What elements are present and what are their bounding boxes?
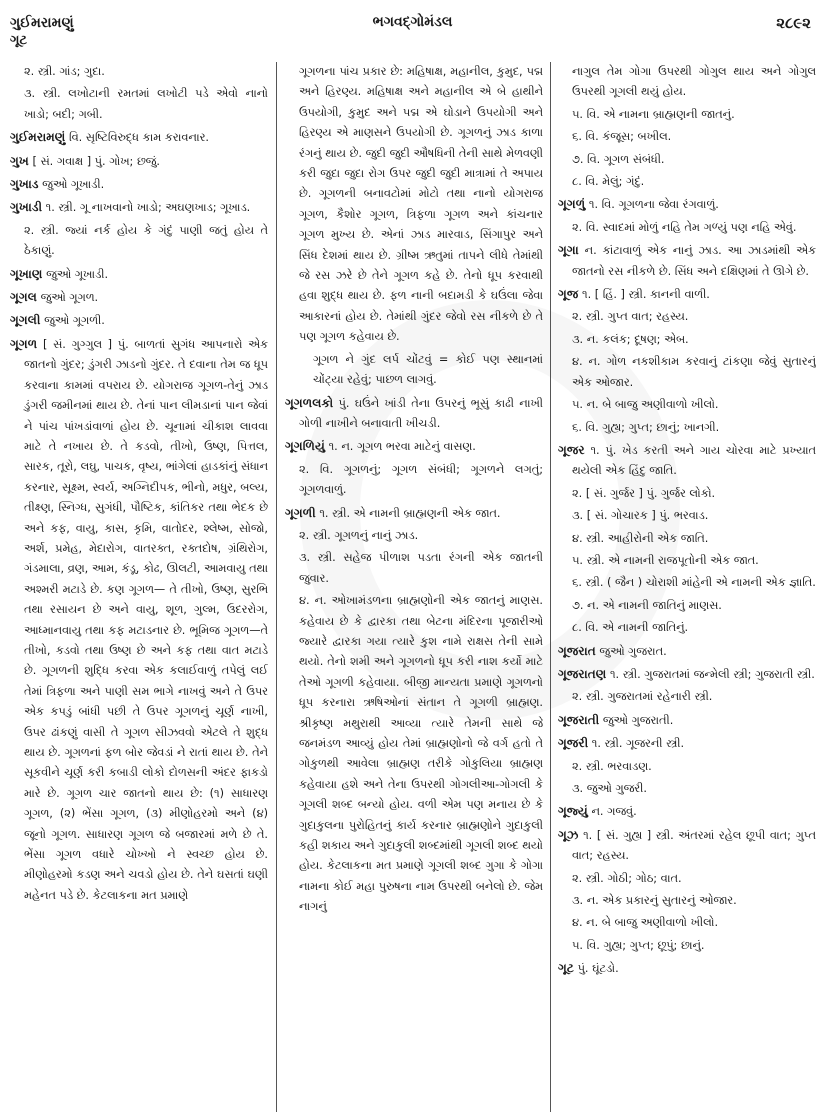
dictionary-entry xyxy=(10,127,268,148)
sense-definition: ૩. ન. એક પ્રકારનું સુતારનું ઓજાર. xyxy=(572,894,737,908)
headword: ગૂગળું xyxy=(558,197,586,212)
definition-text: ન. ગજવું. xyxy=(587,805,637,819)
definition-text: ૧. સ્ત્રી. ગૂજરની સ્ત્રી. xyxy=(588,737,685,751)
dictionary-entry xyxy=(285,393,543,435)
dictionary-entry xyxy=(558,240,816,282)
sense-definition: ૮. વિ. એ નામની જાતિનું. xyxy=(572,621,689,635)
dictionary-entry xyxy=(285,436,543,457)
headword: ગૂજ xyxy=(558,287,579,302)
guide-word-first: ગુઈમરામણું xyxy=(10,15,74,31)
sense-definition: ૭. ન. એ નામની જાતિનું માણસ. xyxy=(572,598,722,612)
definition-text: ન. કાંટાવાળું એક નાનું ઝાડ. આ ઝાડમાંથી એક જાતનો રસ નીકળે છે. સિંધ અને દક્ષિણમાં તે ઊગે છે. xyxy=(572,244,816,278)
headword: ગૂગળી xyxy=(285,505,316,520)
headword: ગુખાડ xyxy=(10,177,39,192)
definition-text: ૧. વિ. ગૂગળના જેવા રંગવાળું. xyxy=(585,198,719,212)
definition-text: પું. ઘઉંને ખાંડી તેના ઉપરનું ભૂસું કાઢી નાખી ગોળી નાખીને બનાવાતી ખીચડી. xyxy=(299,396,543,430)
sense-definition: ૩. સ્ત્રી. સહેજ પીળાશ પડતા રંગની એક જાતની જુવાર. xyxy=(299,551,543,585)
column-divider xyxy=(550,62,551,1112)
definition-text: [ સં. ગુગ્ગુલ ] પું. બાળતાં સુગંધ આપનારો એક જાતનો ગુંદર; ડુંગરી ઝાડનો ગુંદર. તે દવાના તેમ જ ધૂપ કરવાના કામમાં વપરાય છે. યોગરાજ ગૂગળ-તેનું ઝાડ ડુંગરી જમીનમાં થાય છે. તેનાં પાન લીમડાનાં પાન જેવાં ને પાંચ પાંખડાંવાળાં હોય છે. ચૂનામાં ચીકાશ લાવવા માટે તે નખાય છે. તે કડવો, તીખો, ઉષ્ણ, પિત્તલ, સારક, તૂરો, લઘુ, પાચક, વૃષ્ય, ભાંગેલાં હાડકાંનું સંધાન કરનાર, સૂક્ષ્મ, સ્વર્ય, અગ્નિદીપક, ભીનો, મધુર, બલ્ય, તીક્ષ્ણ, સ્નિગ્ધ, સુગંધી, પૌષ્ટિક, કાંતિકર તથા ભેદક છે અને કફ, વાયુ, કાસ, કૃમિ, વાતોદર, શ્લેષ્મ, સોજો, અર્શ, પ્રમેહ, મેદારોગ, વાતરક્ત, રક્તદોષ, ગ્રંથિરોગ, ગંડમાલા, વ્રણ, આમ, કંડૂ, કોઢ, ઊલટી, આમવાયુ તથા અશ્મરી મટાડે છે. કણ ગૂગળ— તે તીખો, ઉષ્ણ, સુરભિ તથા રસાયન છે અને વાયુ, શૂળ, ગુલ્મ, ઉદરરોગ, આધ્માનવાયુ તથા કફ મટાડનાર છે. ભૂમિજ ગૂગળ—તે તીખો, કડવો તથા ઉષ્ણ છે અને કફ તથા વાત મટાડે છે. ગૂગળની શુદ્ધિ કરવા એક કલાઈવાળું તપેલું લઈ તેમાં ત્રિફળા અને પાણી સમ ભાગે નાખવું અને તે ઉપર એક કપડું બાંધી પછી તે ઉપર ગૂગળનું ચૂર્ણ નાખી, ઉપર ઢાંકણું વાસી તે ગૂગળ સીઝવવો એટલે તે શુદ્ધ થાય છે. ગૂગળનાં ફળ બોર જેવડાં ને રાતાં થાય છે. તેને સૂકવીને ચૂર્ણ કરી કબાડી લોકો દોળસની અંદર ફાકડો મારે છે. ગૂગળ ચાર જાતનો થાય છે: (૧) સાધારણ ગૂગળ, (૨) ભેંસા ગૂગળ, (૩) મીણોહરમો અને (૪) જૂનો ગૂગળ. સાધારણ ગૂગળ જે બજારમાં મળે છે તે. ભેંસા ગૂગળ વધારે ચોખ્ખો ને સ્વચ્છ હોય છે. મીણોહરમો કડણ અને ચવડો હોય છે. તેને ઘસતાં ઘણી મહેનત પડે છે. કેટલાકના મત પ્રમાણે xyxy=(24,337,268,902)
dictionary-entry xyxy=(10,197,268,218)
sense-definition: ૨. સ્ત્રી. ભરવાડણ. xyxy=(572,759,652,773)
definition-text: ૧. સ્ત્રી. એ નામની બ્રાહ્મણની એક જાત. xyxy=(315,506,501,520)
sense-definition: ૫. સ્ત્રી. એ નામની રાજપૂતોની એક જાત. xyxy=(572,553,759,567)
sense-definition: ૭. વિ. ગૂગળ સંબંધી. xyxy=(572,152,665,166)
sense-definition: ૨. સ્ત્રી. ગાંડ; ગુદા. xyxy=(24,65,105,78)
sense-definition: ૨. સ્ત્રી. જ્યાં નર્ક હોય કે ગંદું પાણી જતું હોય તે ઠેકાણું. xyxy=(24,223,268,258)
column-1 xyxy=(10,62,268,1112)
headword: ગૂટ xyxy=(558,961,574,976)
definition-text: ૧. સ્ત્રી. ગુજરાતમાં જન્મેલી સ્ત્રી; ગુજરાતી સ્ત્રી. xyxy=(606,667,815,681)
definition-text: જુઓ ગૂગળ. xyxy=(37,291,99,305)
sense-definition: ૬. વિ. ગુહ્ય; ગુપ્ત; છાનું; ખાનગી. xyxy=(572,420,720,434)
dictionary-entry xyxy=(558,664,816,685)
sense-definition: ૨. સ્ત્રી. ગુજરાતમાં રહેનારી સ્ત્રી. xyxy=(572,690,713,704)
sense-definition: ૪. ન. ઓખામંડળના બ્રાહ્મણોની એક જાતનું માણસ. કહેવાય છે કે દ્વારકા તથા બેટના મંદિરના પૂજારીઓ જ્યારે દ્વારકા ગયા ત્યારે કુશ નામે રાક્ષસ તેની સામે થયો. તેનો શમી અને ગૂગળનો ધૂપ કરી નાશ કર્યો માટે તેઓ ગૂગળી કહેવાયા. બીજી માન્યતા પ્રમાણે ગૂગળનો ધૂપ કરનારા ઋષિઓનાં સંતાન તે ગૂગળી બ્રાહ્મણ. શ્રીકૃષ્ણ મથુરાથી આવ્યા ત્યારે તેમની સાથે જે જનમંડળ આવ્યું હોય તેમાં બ્રાહ્મણોનો જે વર્ગ હતો તે ગોકુળથી આવેલા બ્રાહ્મણ તરીકે ગોકુલિયા બ્રાહ્મણ કહેવાયા હશે અને તેના ઉપરથી ગોગલીઆ-ગોગલી કે ગૂગલી શબ્દ બન્યો હોય. વળી એમ પણ મનાય છે કે ગુદાકુલના પુરોહિતનું કાર્ય કરનાર બ્રાહ્મણોને ગુદાકુલી કહી શકાય અને ગુદાકુલી શબ્દમાંથી ગૂગલી શબ્દ થયો હોય. કેટલાકના મત પ્રમાણે ગૂગલી શબ્દ ગુગા કે ગોગા નામના કોઈ મહા પુરુષના નામ ઉપરથી બનેલો છે. જેમ નાગનું xyxy=(299,594,543,914)
dictionary-entry xyxy=(10,174,268,195)
sense-definition: ૬. વિ. કંજૂસ; બખીલ. xyxy=(572,130,672,144)
headword: ગૂગલી xyxy=(10,313,41,328)
definition-text: ૧. [ હિં. ] સ્ત્રી. કાનની વાળી. xyxy=(578,288,710,302)
definition-text: વિ. સૃષ્ટિવિરુદ્ધ કામ કરાવનાર. xyxy=(65,131,210,145)
headword: ગૂઝ xyxy=(558,827,579,842)
headword: ગુઈમરામણું xyxy=(10,130,66,145)
sense-definition: ૪. ન. બે બાજુ અણીવાળો ખીલો. xyxy=(572,916,719,930)
dictionary-entry xyxy=(558,958,816,979)
headword: ગૂગલ xyxy=(10,290,38,305)
definition-text: ૧. ન. ગૂગળ ભરવા માટેનું વાસણ. xyxy=(325,440,476,454)
column-divider xyxy=(276,62,277,1112)
headword: ગુખ xyxy=(10,153,29,168)
sense-definition: ૨. વિ. સ્વાદમાં મોળું નહિ તેમ ગળ્યું પણ નહિ એવું. xyxy=(572,220,797,234)
sense-definition: ૩. સ્ત્રી. લખોટાની રમતમાં લખોટી પડે એવો નાનો ખાડો; બદી; ગબી. xyxy=(24,87,268,121)
headword: ગૂજ્યું xyxy=(558,804,588,819)
sense-definition: ૨. [ સં. ગુર્જર ] પું. ગુર્જર લોકો. xyxy=(572,486,716,500)
headword: ગુખાડી xyxy=(10,200,43,215)
headword: ગૂગળિયું xyxy=(285,439,326,454)
sense-definition: ૨. સ્ત્રી. ગોઠી; ગોઠ; વાત. xyxy=(572,871,682,885)
dictionary-entry xyxy=(10,264,268,285)
continued-definition: નાગુલ તેમ ગોગા ઉપરથી ગોગુલ થાય અને ગોગુલ ઉપરથી ગૂગલી થયું હોય. xyxy=(572,65,816,99)
dictionary-entry xyxy=(558,641,816,662)
column-3 xyxy=(558,62,816,1112)
sense-definition: ૨. સ્ત્રી. ગુપ્ત વાત; રહસ્ય. xyxy=(572,310,689,324)
dictionary-columns xyxy=(0,62,825,1112)
dictionary-entry xyxy=(285,503,543,524)
definition-text: જુઓ ગુજરાત. xyxy=(595,644,667,658)
sense-definition: ૩. જુઓ ગુજરી. xyxy=(572,782,647,795)
sense-definition: ૬. સ્ત્રી. ( જૈન ) ચોરાશી માંહેની એ નામની એક જ્ઞાતિ. xyxy=(572,576,816,590)
sense-definition: ૪. ન. ગોળ નકશીકામ કરવાનું ટાંકણા જેવું સુતારનું એક ઓજાર. xyxy=(572,355,816,389)
headword: ગૂજરાતી xyxy=(558,712,600,727)
definition-text: જુઓ ગૂખાડી. xyxy=(38,178,105,192)
dictionary-entry xyxy=(558,194,816,215)
headword: ગૂગા xyxy=(558,243,579,258)
dictionary-entry xyxy=(10,151,268,172)
definition-text: ૧. સ્ત્રી. ગૂ નાખવાનો ખાડો; અઘણખાડ; ગૂખાડ. xyxy=(42,201,251,215)
dictionary-entry xyxy=(558,801,816,822)
page-number: ૨૮૯૨ xyxy=(776,14,811,32)
definition-text: ૧. પું. ખેડ કરતી અને ગાય ચોરવા માટે પ્રખ્યાત થયેલી એક હિંદુ જાતિ. xyxy=(572,443,816,478)
sense-definition: ૫. ન. બે બાજુ અણીવાળો ખીલો. xyxy=(572,398,719,412)
dictionary-entry xyxy=(10,287,268,308)
definition-text: પું. ઘૂંટડો. xyxy=(574,962,619,976)
dictionary-entry xyxy=(10,310,268,331)
dictionary-entry xyxy=(558,825,816,867)
sense-definition: ૩. ન. કલંક; દૂષણ; એબ. xyxy=(572,332,689,346)
dictionary-entry xyxy=(558,710,816,731)
headword: ગૂગળલકો xyxy=(285,395,334,410)
dictionary-entry xyxy=(558,733,816,754)
sense-definition: ૮. વિ. મેલું; ગંદું. xyxy=(572,175,645,189)
sense-definition: ૨. વિ. ગૂગળનું; ગૂગળ સંબંધી; ગૂગળને લગતું; ગૂગળવાળું. xyxy=(299,462,543,497)
page-header xyxy=(0,10,825,54)
headword: ગૂખાણ xyxy=(10,266,43,281)
sense-definition: ૩. [ સં. ગોચારક ] પું. ભરવાડ. xyxy=(572,509,709,523)
headword: ગૂજરાતણ xyxy=(558,666,607,681)
sense-definition: ૫. વિ. એ નામના બ્રાહ્મણની જાતનું. xyxy=(572,107,735,121)
guide-word-last: ગૂટ xyxy=(10,33,28,48)
continued-definition: ગૂગળના પાંચ પ્રકાર છે: મહિષાક્ષ, મહાનીલ, કુમુદ, પદ્મ અને હિરણ્ય. મહિષાક્ષ અને મહાનીલ એ બે હાથીને ઉપયોગી, કુમુદ અને પદ્મ એ ઘોડાને ઉપયોગી અને હિરણ્ય એ માણસને ઉપયોગી છે. ગૂગળનું ઝાડ કાળા રંગનું થાય છે. જુદી જુદી ઔષધિની તેની સાથે મેળવણી કરી જુદા જુદા રોગ ઉપર જુદી જુદી માત્રામાં તે અપાય છે. ગૂગળની બનાવટોમાં મોટો તથા નાનો યોગરાજ ગૂગળ, કૈશોર ગૂગળ, ત્રિફળા ગૂગળ અને કાંચનાર ગૂગળ મુખ્ય છે. એનાં ઝાડ મારવાડ, સિંગાપુર અને સિંધ દેશમાં થાય છે. ગ્રીષ્મ ઋતુમાં તાપને લીધે તેમાંથી જે રસ ઝરે છે તેને ગૂગળ કહે છે. તેનો ધૂપ કરવાથી હવા શુદ્ધ થાય છે. ફળ નાની બદામડી કે ઘઉંલા જેવા આકારનાં હોય છે. તેમાંથી ગુંદર જેવો રસ નીકળે છે તે પણ ગૂગળ કહેવાય છે. xyxy=(299,65,543,344)
headword: ગૂજરી xyxy=(558,736,589,751)
headword: ગૂજર xyxy=(558,442,585,457)
sense-definition: ૪. સ્ત્રી. આહીરોની એક જાતિ. xyxy=(572,531,709,545)
idiom-phrase: ગૂગળ ને ગુંદ લર્પ ચોંટવું = કોઈ પણ સ્થાનમાં ચોંટ્યા રહેવું; પાછળ લાગવું. xyxy=(313,352,543,387)
definition-text: [ સં. ગવાક્ષ ] પું. ગોખ; છજું. xyxy=(28,154,160,168)
column-2 xyxy=(285,62,543,1112)
definition-text: જુઓ ગુજરાતી. xyxy=(599,713,674,727)
book-title: ભગવદ્ગોમંડલ xyxy=(372,14,453,30)
dictionary-entry xyxy=(10,334,268,906)
definition-text: જુઓ ગૂગળી. xyxy=(40,314,105,328)
sense-definition: ૨. સ્ત્રી. ગૂગળનું નાનું ઝાડ. xyxy=(299,528,419,542)
sense-definition: ૫. વિ. ગુહ્ય; ગુપ્ત; છૂપું; છાનું. xyxy=(572,938,705,952)
definition-text: ૧. [ સં. ગુહ્ય ] સ્ત્રી. અંતરમાં રહેલ છૂપી વાત; ગુપ્ત વાત; રહસ્ય. xyxy=(572,828,816,863)
headword: ગૂજરાત xyxy=(558,643,596,658)
dictionary-entry xyxy=(558,440,816,482)
headword: ગૂગળ xyxy=(10,336,38,351)
definition-text: જુઓ ગૂખાડી. xyxy=(42,267,109,281)
dictionary-entry xyxy=(558,284,816,305)
